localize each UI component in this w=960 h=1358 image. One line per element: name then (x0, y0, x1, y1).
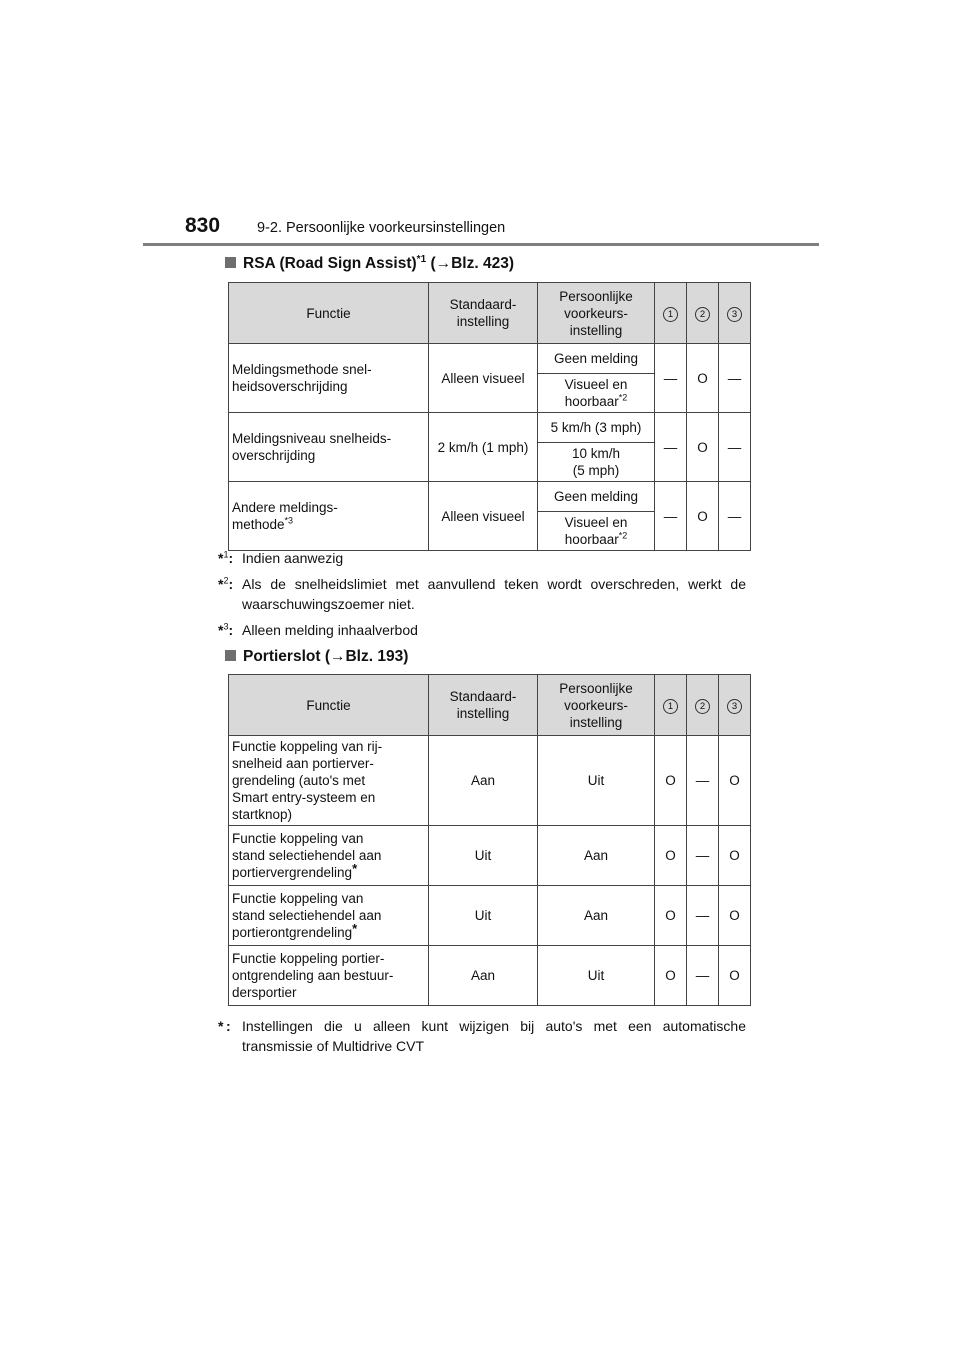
header-col-2 (687, 675, 719, 736)
cell-sup: *2 (618, 530, 628, 541)
cell-persoonlijk: Aan (538, 826, 655, 886)
cell-text: Functie koppeling van stand selectiehendel aan portierontgrendeling (232, 891, 382, 940)
cell-functie (229, 826, 429, 886)
header-col-1 (655, 283, 687, 344)
cell-col-2: — (687, 946, 719, 1006)
cell-col-3: — (719, 344, 751, 413)
footnote-text: Instellingen die u alleen kunt wijzigen bij auto's met een automatische transmissie of Multidrive CVT (242, 1018, 746, 1054)
cell-col-1: O (655, 736, 687, 826)
circled-number-icon: 2 (695, 307, 710, 322)
cell-col-1: O (655, 826, 687, 886)
cell-col-1: — (655, 413, 687, 482)
cell-col-3: O (719, 946, 751, 1006)
footnote-text: Indien aanwezig (242, 550, 344, 566)
cell-col-3: O (719, 886, 751, 946)
cell-standaard: Uit (429, 886, 538, 946)
cell-persoonlijk: Uit (538, 946, 655, 1006)
cell-col-2: O (687, 344, 719, 413)
circled-number-icon: 1 (663, 699, 678, 714)
cell-col-3: — (719, 482, 751, 551)
cell-col-3: O (719, 826, 751, 886)
cell-option-2 (538, 374, 655, 413)
cell-functie (229, 413, 429, 482)
cell-option-1 (538, 344, 655, 374)
cell-functie (229, 736, 429, 826)
cell-standaard: Aan (429, 946, 538, 1006)
table-row (229, 736, 751, 826)
cell-col-1: O (655, 886, 687, 946)
rsa-table (228, 282, 751, 551)
cell-col-2: O (687, 413, 719, 482)
cell-functie (229, 946, 429, 1006)
circled-number-icon: 2 (695, 699, 710, 714)
header-functie: Functie (229, 283, 429, 344)
cell-functie (229, 344, 429, 413)
cell-sup: *3 (284, 515, 294, 526)
chapter-title: 9-2. Persoonlijke voorkeursinstellingen (257, 220, 506, 236)
cell-text: Geen melding (553, 351, 639, 366)
rsa-footnote-3 (218, 620, 746, 640)
cell-text: Geen melding (553, 489, 639, 504)
cell-persoonlijk: Aan (538, 886, 655, 946)
portier-table (228, 674, 751, 1006)
cell-option-2 (538, 512, 655, 551)
cell-text: Meldingsniveau snelheids- overschrijding (232, 431, 392, 463)
footnote-mark: * (218, 1018, 224, 1034)
header-col-2 (687, 283, 719, 344)
footnote-text: Als de snelheidslimiet met aanvullend teken wordt overschreden, werkt de waarschuwingszoemer niet. (242, 576, 746, 612)
cell-text: Functie koppeling van stand selectiehendel aan portiervergrendeling (232, 831, 382, 880)
footnote-colon: : (226, 1018, 231, 1034)
cell-col-3: O (719, 736, 751, 826)
cell-standaard: 2 km/h (1 mph) (429, 413, 538, 482)
cell-standaard: Alleen visueel (429, 344, 538, 413)
cell-option-2 (538, 443, 655, 482)
table-row (229, 886, 751, 946)
cell-option-1 (538, 482, 655, 512)
footnote-mark: *$^1$: (218, 549, 234, 566)
cell-col-2: — (687, 736, 719, 826)
rsa-page-ref: (→Blz. 423) (430, 255, 514, 272)
header-col-1 (655, 675, 687, 736)
cell-functie (229, 886, 429, 946)
cell-text: Functie koppeling van rij- snelheid aan portierver- grendeling (auto's met Smart entry-systeem en startknop) (232, 739, 383, 822)
footnote-mark-num: 1 (223, 549, 229, 560)
cell-text: 5 km/h (3 mph) (550, 420, 642, 435)
cell-standaard: Alleen visueel (429, 482, 538, 551)
circled-number-icon: 3 (727, 307, 742, 322)
cell-option-1 (538, 413, 655, 443)
header-persoonlijk: Persoonlijke voorkeurs- instelling (538, 283, 655, 344)
cell-sup: *2 (618, 392, 628, 403)
cell-text: Meldingsmethode snel- heidsoverschrijding (232, 362, 372, 394)
table-row (229, 826, 751, 886)
footnote-text: Alleen melding inhaalverbod (242, 622, 418, 638)
header-standaard: Standaard- instelling (429, 283, 538, 344)
footnote-mark-num: 2 (223, 575, 229, 586)
header-persoonlijk: Persoonlijke voorkeurs- instelling (538, 675, 655, 736)
header-standaard: Standaard- instelling (429, 675, 538, 736)
footnote-mark: *$^3$: (218, 621, 234, 638)
footnote-mark-num: 3 (223, 621, 229, 632)
cell-standaard: Aan (429, 736, 538, 826)
circled-number-icon: 1 (663, 307, 678, 322)
rsa-section-title (225, 255, 514, 273)
rsa-footnote-2 (218, 574, 746, 614)
cell-col-2: O (687, 482, 719, 551)
cell-text: 10 km/h (5 mph) (571, 446, 621, 478)
portier-page-ref: (→Blz. 193) (324, 648, 409, 665)
portier-section-title (225, 648, 408, 666)
cell-persoonlijk: Uit (538, 736, 655, 826)
cell-col-2: — (687, 826, 719, 886)
cell-text: Functie koppeling portier- ontgrendeling aan bestuur- dersportier (232, 951, 394, 1000)
cell-col-1: — (655, 344, 687, 413)
square-bullet-icon (225, 650, 236, 661)
cell-col-1: O (655, 946, 687, 1006)
cell-text: Visueel en hoorbaar (564, 515, 628, 547)
cell-col-3: — (719, 413, 751, 482)
rsa-title-text: RSA (Road Sign Assist) (243, 255, 417, 272)
header-col-3 (719, 675, 751, 736)
table-row (229, 946, 751, 1006)
rsa-footnote-1 (218, 548, 746, 568)
circled-number-icon: 3 (727, 699, 742, 714)
cell-sup: * (352, 921, 358, 936)
cell-col-1: — (655, 482, 687, 551)
footnote-mark: *$^2$: (218, 575, 234, 592)
table-row (229, 344, 751, 374)
cell-standaard: Uit (429, 826, 538, 886)
table-row (229, 413, 751, 443)
square-bullet-icon (225, 257, 236, 268)
cell-text: Andere meldings- methode (232, 500, 338, 532)
cell-functie (229, 482, 429, 551)
cell-text: Visueel en hoorbaar (564, 377, 628, 409)
portier-footnote (218, 1016, 746, 1056)
header-functie: Functie (229, 675, 429, 736)
cell-col-2: — (687, 886, 719, 946)
rsa-header-row (229, 283, 751, 344)
header-rule (143, 243, 819, 246)
header-col-3 (719, 283, 751, 344)
cell-sup: * (352, 861, 358, 876)
portier-title-text: Portierslot (243, 648, 321, 665)
table-row (229, 482, 751, 512)
rsa-title-sup: *1 (416, 253, 427, 265)
page-number: 830 (185, 214, 221, 237)
portier-header-row (229, 675, 751, 736)
